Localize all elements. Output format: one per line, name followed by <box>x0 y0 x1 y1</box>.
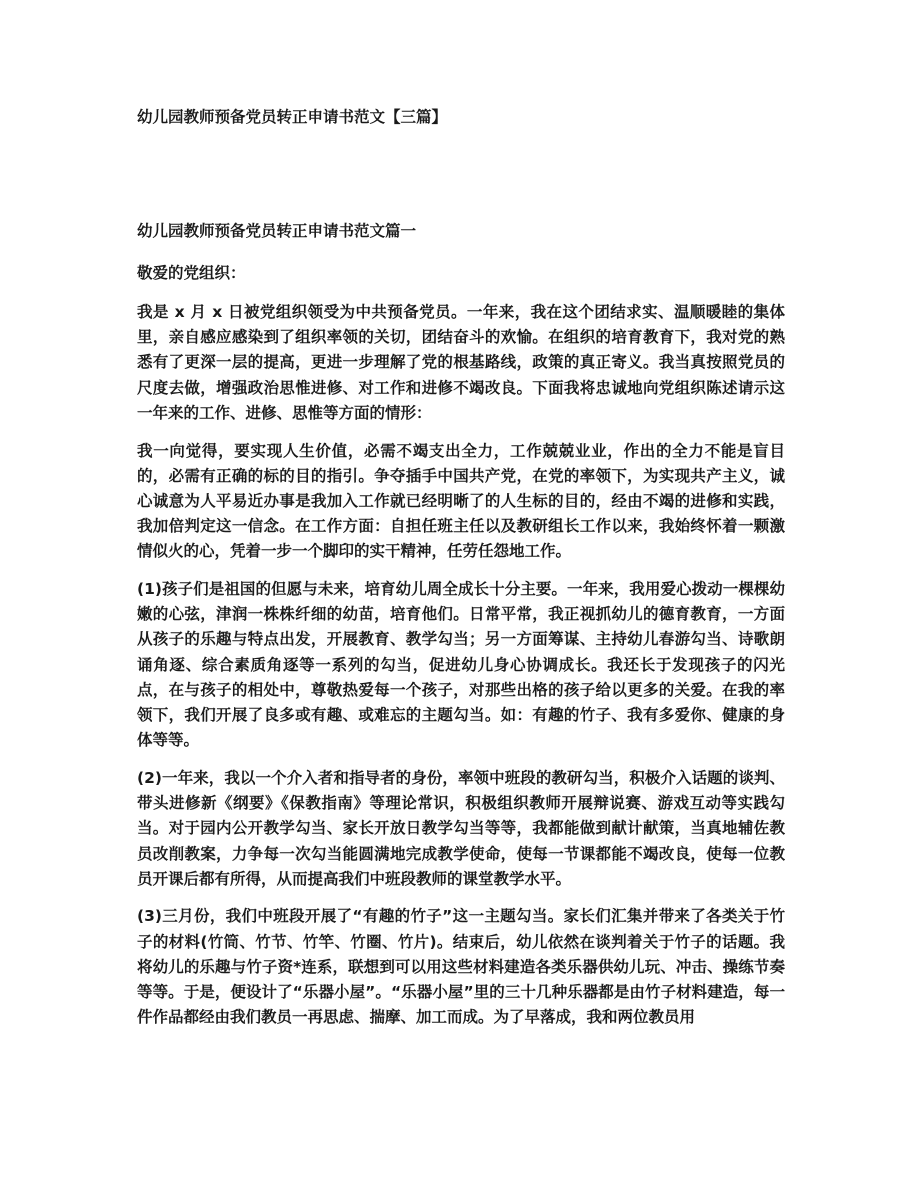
paragraph-item-3: (3)三月份，我们中班段开展了“有趣的竹子”这一主题勾当。家长们汇集并带来了各类关于竹子的材料(竹筒、竹节、竹竿、竹圈、竹片)。结束后，幼儿依然在谈判着关于竹子的话题。我将幼儿的乐趣与竹子资*连系，联想到可以用这些材料建造各类乐器供幼儿玩、冲击、操练节奏等等。于是，便设计了“乐器小屋”。“乐器小屋”里的三十几种乐器都是由竹子材料建造，每一件作品都经由我们教员一再思虑、揣摩、加工而成。为了早落成，我和两位教员用 <box>137 907 785 1027</box>
paragraph-item-2: (2)一年来，我以一个介入者和指导者的身份，率领中班段的教研勾当，积极介入话题的谈判、带头进修新《纲要》《保教指南》等理论常识，积极组织教师开展辩说赛、游戏互动等实践勾当。对于园内公开教学勾当、家长开放日教学勾当等等，我都能做到献计献策，当真地辅佐教员改削教案，力争每一次勾当能圆满地完成教学使命，使每一节课都能不竭改良，使每一位教员开课后都有所得，从而提高我们中班段教师的课堂教学水平。 <box>137 768 785 888</box>
paragraph-item-1: (1)孩子们是祖国的但愿与未来，培育幼儿周全成长十分主要。一年来，我用爱心拨动一棵棵幼嫩的心弦，津润一株株纤细的幼苗，培育他们。日常平常，我正视抓幼儿的德育教育，一方面从孩子的乐趣与特点出发，开展教育、教学勾当；另一方面筹谋、主持幼儿春游勾当、诗歌朗诵角逐、综合素质角逐等一系列的勾当，促进幼儿身心协调成长。我还长于发现孩子的闪光点，在与孩子的相处中，尊敬热爱每一个孩子，对那些出格的孩子给以更多的关爱。在我的率领下，我们开展了良多或有趣、或难忘的主题勾当。如：有趣的竹子、我有多爱你、健康的身体等等。 <box>137 580 785 750</box>
document-title: 幼儿园教师预备党员转正申请书范文【三篇】 <box>137 108 448 126</box>
paragraph-belief: 我一向觉得，要实现人生价值，必需不竭支出全力，工作兢兢业业，作出的全力不能是盲目的，必需有正确的标的目的指引。争夺插手中国共产党，在党的率领下，为实现共产主义，诚心诚意为人平易近办事是我加入工作就已经明晰了的人生标的目的，经由不竭的进修和实践，我加倍判定这一信念。在工作方面：自担任班主任以及教研组长工作以来，我始终怀着一颗激情似火的心，凭着一步一个脚印的实干精神，任劳任怨地工作。 <box>137 441 785 561</box>
letter-body <box>137 300 785 1043</box>
paragraph-intro: 我是 x 月 x 日被党组织领受为中共预备党员。一年来，我在这个团结求实、温顺暖睦的集体里，亲自感应感染到了组织率领的关切，团结奋斗的欢愉。在组织的培育教育下，我对党的熟悉有了更深一层的提高，更进一步理解了党的根基路线，政策的真正寄义。我当真按照党员的尺度去做，增强政治思惟进修、对工作和进修不竭改良。下面我将忠诚地向党组织陈述请示这一年来的工作、进修、思惟等方面的情形： <box>137 303 785 422</box>
section-title: 幼儿园教师预备党员转正申请书范文篇一 <box>137 222 417 240</box>
salutation: 敬爱的党组织： <box>137 264 246 282</box>
